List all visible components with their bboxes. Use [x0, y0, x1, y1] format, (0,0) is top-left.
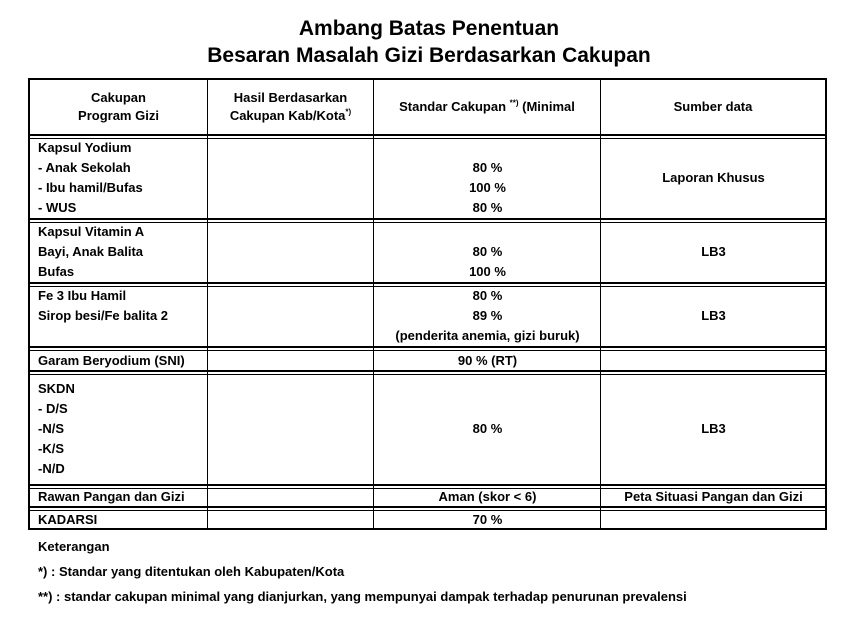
- header-standar-sup: **): [509, 98, 519, 108]
- standar-garam: 90 % (RT): [457, 353, 518, 368]
- program-line: -N/S: [38, 421, 64, 436]
- program-line: Bufas: [38, 264, 75, 279]
- standar-line: 100 %: [469, 180, 506, 195]
- program-line: -K/S: [38, 441, 64, 456]
- row-divider: [30, 374, 825, 375]
- program-line: Kapsul Vitamin A: [38, 224, 145, 239]
- program-line: - Ibu hamil/Bufas: [38, 180, 143, 195]
- sumber-rawan: Peta Situasi Pangan dan Gizi: [624, 489, 803, 504]
- program-kadarsi: KADARSI: [38, 512, 98, 527]
- program-fe: [38, 286, 168, 326]
- sumber-yodium: Laporan Khusus: [662, 170, 765, 185]
- standar-kadarsi: 70 %: [472, 512, 503, 527]
- header-program: [30, 89, 207, 125]
- program-vitamin: [38, 222, 144, 282]
- standar-skdn: 80 %: [472, 421, 503, 436]
- standar-line: 80 %: [472, 288, 503, 303]
- notes-heading: Keterangan: [38, 539, 110, 554]
- header-sumber: Sumber data: [673, 99, 753, 114]
- header-program-line1: Cakupan: [91, 90, 146, 105]
- standar-yodium: [375, 158, 600, 218]
- row-divider: [30, 346, 825, 348]
- program-line: - WUS: [38, 200, 77, 215]
- header-hasil-line1: Hasil Berdasarkan: [233, 90, 348, 105]
- coverage-table: [28, 78, 827, 530]
- sumber-fe: LB3: [701, 308, 726, 323]
- header-program-line2: Program Gizi: [78, 108, 159, 123]
- header-standar-pre: Standar Cakupan: [399, 99, 510, 114]
- program-line: Fe 3 Ibu Hamil: [38, 288, 127, 303]
- row-divider: [30, 282, 825, 284]
- program-line: - D/S: [38, 401, 68, 416]
- program-line: Sirop besi/Fe balita 2: [38, 308, 169, 323]
- program-line: Kapsul Yodium: [38, 140, 132, 155]
- program-garam: Garam Beryodium (SNI): [38, 353, 185, 368]
- header-standar: [374, 98, 600, 116]
- program-line: -N/D: [38, 461, 65, 476]
- standar-line: 80 %: [472, 244, 503, 259]
- header-hasil: [208, 89, 373, 125]
- standar-vitamin: [375, 242, 600, 282]
- sumber-skdn: LB3: [701, 421, 726, 436]
- column-divider: [600, 80, 601, 528]
- program-skdn: [38, 379, 75, 479]
- header-hasil-sup: *): [345, 107, 352, 117]
- standar-fe: [375, 286, 600, 346]
- column-divider: [207, 80, 208, 528]
- row-divider: [30, 484, 825, 486]
- standar-rawan: Aman (skor < 6): [438, 489, 537, 504]
- standar-line: (penderita anemia, gizi buruk): [395, 328, 580, 343]
- title-line-2: Besaran Masalah Gizi Berdasarkan Cakupan: [207, 44, 651, 67]
- standar-line: 80 %: [472, 160, 503, 175]
- row-divider: [30, 222, 825, 223]
- header-hasil-line2: Cakupan Kab/Kota: [229, 108, 346, 123]
- standar-line: 80 %: [472, 200, 503, 215]
- program-rawan: Rawan Pangan dan Gizi: [38, 489, 185, 504]
- note-1: *) : Standar yang ditentukan oleh Kabupaten/Kota: [38, 564, 345, 579]
- program-line: - Anak Sekolah: [38, 160, 131, 175]
- note-2: **) : standar cakupan minimal yang dianjurkan, yang mempunyai dampak terhadap penurunan prevalensi: [38, 589, 687, 604]
- standar-line: 100 %: [469, 264, 506, 279]
- row-divider: [30, 138, 825, 139]
- column-divider: [373, 80, 374, 528]
- sumber-vitamin: LB3: [701, 244, 726, 259]
- program-yodium: [38, 138, 143, 218]
- program-line: Bayi, Anak Balita: [38, 244, 144, 259]
- program-line: SKDN: [38, 381, 75, 396]
- header-standar-post: (Minimal: [518, 99, 575, 114]
- title-line-1: Ambang Batas Penentuan: [298, 17, 560, 40]
- standar-line: 89 %: [472, 308, 503, 323]
- row-divider: [30, 134, 825, 136]
- row-divider: [30, 218, 825, 220]
